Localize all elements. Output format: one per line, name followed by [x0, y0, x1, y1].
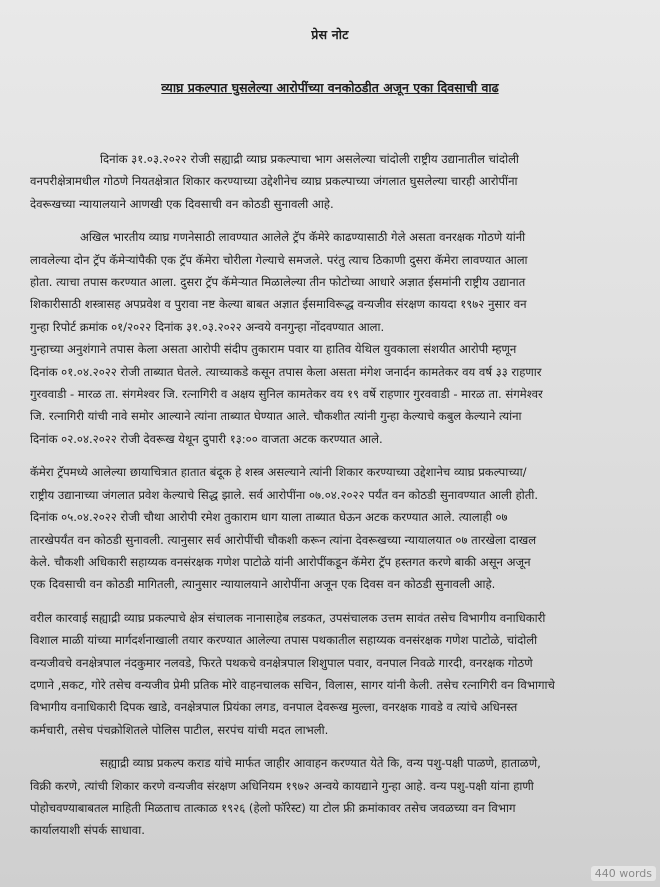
text-line: देवरूखच्या न्यायालयाने आणखी एक दिवसाची वन कोठडी सुनावली आहे. — [30, 196, 334, 211]
text-line: दिनांक ३१.०३.२०२२ रोजी सह्याद्री व्याघ्र प्रकल्पाचा भाग असलेल्या चांदोली राष्ट्रीय उद्यानातील चांदोली — [100, 152, 519, 166]
text-line: विक्री करणे, त्यांची शिकार करणे वन्यजीव संरक्षण अधिनियम १९७२ अन्वये कायद्याने गुन्हा आहे. वन्य पशु-पक्षी यांना हाणी — [30, 778, 534, 793]
text-line: गुन्हा रिपोर्ट क्रमांक ०१/२०२२ दिनांक ३१.०३.२०२२ अन्वये वनगुन्हा नोंदवण्यात आला. — [30, 319, 385, 334]
text-line: विशाल माळी यांच्या मार्गदर्शनाखाली तयार करण्यात आलेल्या तपास पथकातील सहाय्यक वनसंरक्षक गणेश पाटोळे, चांदोली — [30, 633, 538, 648]
text-line: अखिल भारतीय व्याघ्र गणनेसाठी लावण्यात आलेले ट्रॅप कॅमेरे काढण्यासाठी गेले असता वनरक्षक गोठणे यांनी — [80, 230, 526, 245]
paragraph — [30, 148, 636, 215]
press-note-heading: प्रेस नोट — [311, 27, 349, 42]
text-line: कॅमेरा ट्रॅपमध्ये आलेल्या छायाचित्रात हातात बंदूक हे शस्त्र असल्याने त्यांनी शिकार करण्याच्या उद्देशानेच व्याघ्र प्रकल्पाच्या/ — [30, 465, 527, 480]
text-line: वन्यजीवचे वनक्षेत्रपाल नंदकुमार नलवडे, फिरते पथकचे वनक्षेत्रपाल शिशुपाल पवार, वनपाल निवळे गारदी, वनरक्षक गोठणे — [30, 655, 533, 670]
text-line: दिनांक ०१.०४.२०२२ रोजी ताब्यात घेतले. त्याच्याकडे कसून तपास केला असता मंगेश जनार्दन कामतेकर वय वर्ष ३३ राहणार — [30, 364, 542, 379]
paragraph — [30, 607, 636, 741]
press-note-body — [30, 148, 636, 853]
paragraph — [30, 461, 636, 595]
text-line: सह्याद्री व्याघ्र प्रकल्प कराड यांचे मार्फत जाहीर आवाहन करण्यात येते कि, वन्य पशु-पक्षी पाळणे, हाताळणे, — [100, 756, 541, 771]
text-line: राष्ट्रीय उद्यानाच्या जंगलात प्रवेश केल्याचे सिद्ध झाले. सर्व आरोपींना ०७.०४.२०२२ पर्यंत वन कोठडी सुनावण्यात आली होती. — [30, 487, 539, 502]
text-line: गुन्हाच्या अनुशंगाने तपास केला असता आरोपी संदीप तुकाराम पवार या हातिव येथिल युवकाला संशयीत आरोपी म्हणून — [30, 342, 517, 357]
text-line: कार्यालयाशी संपर्क साधावा. — [30, 823, 145, 838]
text-line: विभागीय वनाधिकारी दिपक खाडे, वनक्षेत्रपाल प्रियंका लगड, वनपाल देवरूख मुल्ला, वनरक्षक गावडे व त्यांचे अधिनस्त — [30, 700, 518, 715]
text-line: कर्मचारी, तसेच पंचक्रोशितले पोलिस पाटील, सरपंच यांची मदत लाभली. — [30, 722, 329, 737]
text-line: केले. चौकशी अधिकारी सहाय्यक वनसंरक्षक गणेश पाटोळे यांनी आरोपींकडून कॅमेरा ट्रॅप हस्तगत करणे बाकी असून अजून — [30, 554, 531, 569]
text-line: वरील कारवाई सह्याद्री व्याघ्र प्रकल्पाचे क्षेत्र संचालक नानासाहेब लडकत, उपसंचालक उत्तम सावंत तसेच विभागीय वनाधिकारी — [30, 610, 546, 625]
text-line: होता. त्याचा तपास करण्यात आला. दुसरा ट्रॅप कॅमेऱ्यात मिळालेल्या तीन फोटोच्या आधारे अज्ञात ईसमांनी राष्ट्रीय उद्यानात — [30, 275, 526, 290]
text-line: जि. रत्नागिरी यांची नावे समोर आल्याने त्यांना ताब्यात घेण्यात आले. चौकशीत त्यांनी गुन्हा केल्याचे कबुल केल्याने त्यांना — [30, 409, 522, 424]
text-line: दिनांक ०५.०४.२०२२ रोजी चौथा आरोपी रमेश तुकाराम धाग याला ताब्यात घेऊन अटक करण्यात आले. त्यालाही ०७ — [30, 510, 508, 525]
paragraph — [30, 226, 636, 450]
press-note-subheading: व्याघ्र प्रकल्पात घुसलेल्या आरोपींच्या वनकोठडीत अजून एका दिवसाची वाढ — [161, 80, 499, 95]
paragraph — [30, 752, 636, 842]
text-line: दिनांक ०२.०४.२०२२ रोजी देवरूख येथून दुपारी १३:०० वाजता अटक करण्यात आले. — [30, 431, 383, 446]
word-count-badge: 440 words — [591, 866, 656, 881]
text-line: एक दिवसाची वन कोठडी मागितली, त्यानुसार न्यायालयाने आरोपींना अजून एक दिवस वन कोठडी सुनावली आहे. — [30, 577, 496, 592]
text-line: वनपरीक्षेत्रामधील गोठणे नियतक्षेत्रात शिकार करण्याच्या उद्देशीनेच व्याघ्र प्रकल्पाच्या जंगलात घुसलेल्या चारही आरोपींना — [30, 174, 518, 189]
text-line: गुरववाडी - मारळ ता. संगमेश्वर जि. रत्नागिरी व अक्षय सुनिल कामतेकर वय १९ वर्षे राहणार गुरववाडी - मारळ ता. संगमेश्वर — [30, 387, 543, 402]
text-line: दणाने ,सकट, गोरे तसेच वन्यजीव प्रेमी प्रतिक मोरे वाहनचालक सचिन, विलास, सागर यांनी केली. तसेच रत्नागिरी वन विभागाचे — [30, 677, 555, 692]
text-line: तारखेपर्यंत वन कोठडी सुनावली. त्यानुसार सर्व आरोपींची चौकशी करून त्यांना देवरूखच्या न्यायालयात ०७ तारखेला दाखल — [30, 532, 537, 547]
text-line: पोहोचवण्याबाबतल माहिती मिळताच तात्काळ १९२६ (हेलो फॉरेस्ट) या टोल फ्री क्रमांकावर तसेच जवळच्या वन विभाग — [30, 800, 516, 815]
text-line: लावलेल्या दोन ट्रॅप कॅमेऱ्यांपैकी एक ट्रॅप कॅमेरा चोरीला गेल्याचे समजले. परंतु त्याच ठिकाणी दुसरा कॅमेरा लावण्यात आला — [30, 252, 528, 267]
text-line: शिकारीसाठी शस्त्रासह अपप्रवेश व पुरावा नष्ट केल्या बाबत अज्ञात ईसमाविरूद्ध वन्यजीव संरक्षण कायदा १९७२ नुसार वन — [30, 297, 527, 312]
